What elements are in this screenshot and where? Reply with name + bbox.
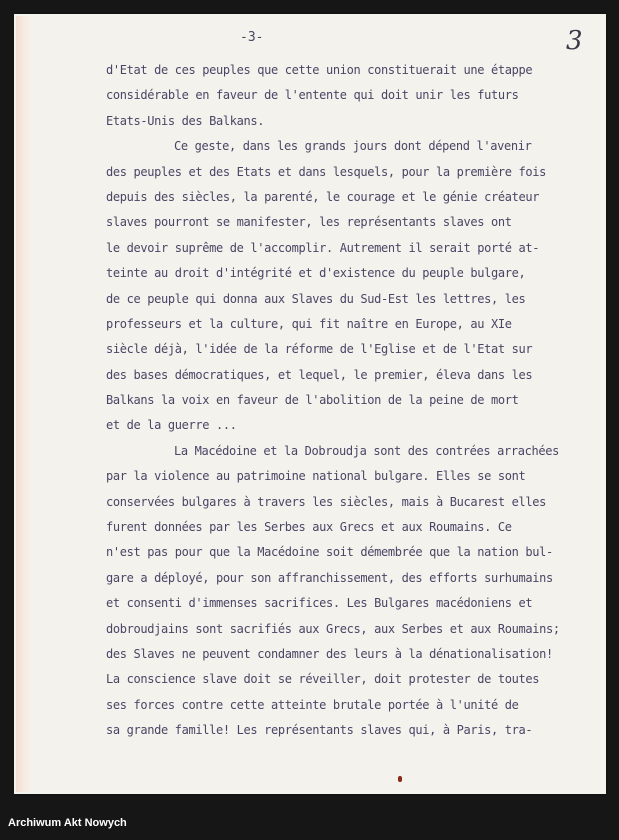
- page-number: -3-: [240, 30, 264, 45]
- text-line: d'Etat de ces peuples que cette union constituerait une étappe: [106, 63, 533, 77]
- text-line: La Macédoine et la Dobroudja sont des contrées arrachées: [174, 443, 559, 458]
- text-line: par la violence au patrimoine national bulgare. Elles se sont: [106, 469, 526, 484]
- text-line: sa grande famille! Les représentants slaves qui, à Paris, tra-: [106, 723, 533, 738]
- text-line: considérable en faveur de l'entente qui doit unir les futurs: [106, 88, 519, 103]
- text-line: des peuples et des Etats et dans lesquels, pour la première fois: [106, 164, 546, 179]
- text-line: des Slaves ne peuvent condamner des leurs à la dénationalisation!: [106, 646, 553, 661]
- text-line: Ce geste, dans les grands jours dont dépend l'avenir: [174, 139, 532, 154]
- text-line: conservées bulgares à travers les siècles, mais à Bucarest elles: [106, 494, 546, 509]
- text-line: dobroudjains sont sacrifiés aux Grecs, aux Serbes et aux Roumains;: [106, 621, 560, 636]
- text-line: furent données par les Serbes aux Grecs et aux Roumains. Ce: [106, 520, 512, 535]
- text-line: n'est pas pour que la Macédoine soit démembrée que la nation bul-: [106, 545, 553, 560]
- text-line: et de la guerre ...: [106, 418, 237, 433]
- text-line: La conscience slave doit se réveiller, doit protester de toutes: [106, 672, 540, 687]
- text-line: de ce peuple qui donna aux Slaves du Sud-Est les lettres, les: [106, 291, 526, 306]
- text-line: gare a déployé, pour son affranchissement, des efforts surhumains: [106, 570, 553, 585]
- page-binding-edge: [16, 16, 32, 792]
- ink-mark: [398, 776, 402, 782]
- text-line: siècle déjà, l'idée de la réforme de l'Eglise et de l'Etat sur: [106, 342, 533, 357]
- archive-label: Archiwum Akt Nowych: [8, 817, 127, 829]
- text-line: Balkans la voix en faveur de l'abolition de la peine de mort: [106, 393, 519, 408]
- text-line: Etats-Unis des Balkans.: [106, 113, 265, 128]
- text-line: et consenti d'immenses sacrifices. Les Bulgares macédoniens et: [106, 596, 533, 611]
- text-line: slaves pourront se manifester, les représentants slaves ont: [106, 215, 512, 230]
- text-line: teinte au droit d'intégrité et d'existence du peuple bulgare,: [106, 266, 526, 281]
- text-line: des bases démocratiques, et lequel, le premier, éleva dans les: [106, 367, 533, 382]
- document-body: [106, 58, 576, 744]
- folio-number: 3: [566, 26, 583, 56]
- text-line: professeurs et la culture, qui fit naître en Europe, au XIe: [106, 316, 512, 331]
- text-line: ses forces contre cette atteinte brutale portée à l'unité de: [106, 697, 519, 712]
- text-line: depuis des siècles, la parenté, le courage et le génie créateur: [106, 189, 540, 204]
- text-line: le devoir suprême de l'accomplir. Autrement il serait porté at-: [106, 240, 540, 255]
